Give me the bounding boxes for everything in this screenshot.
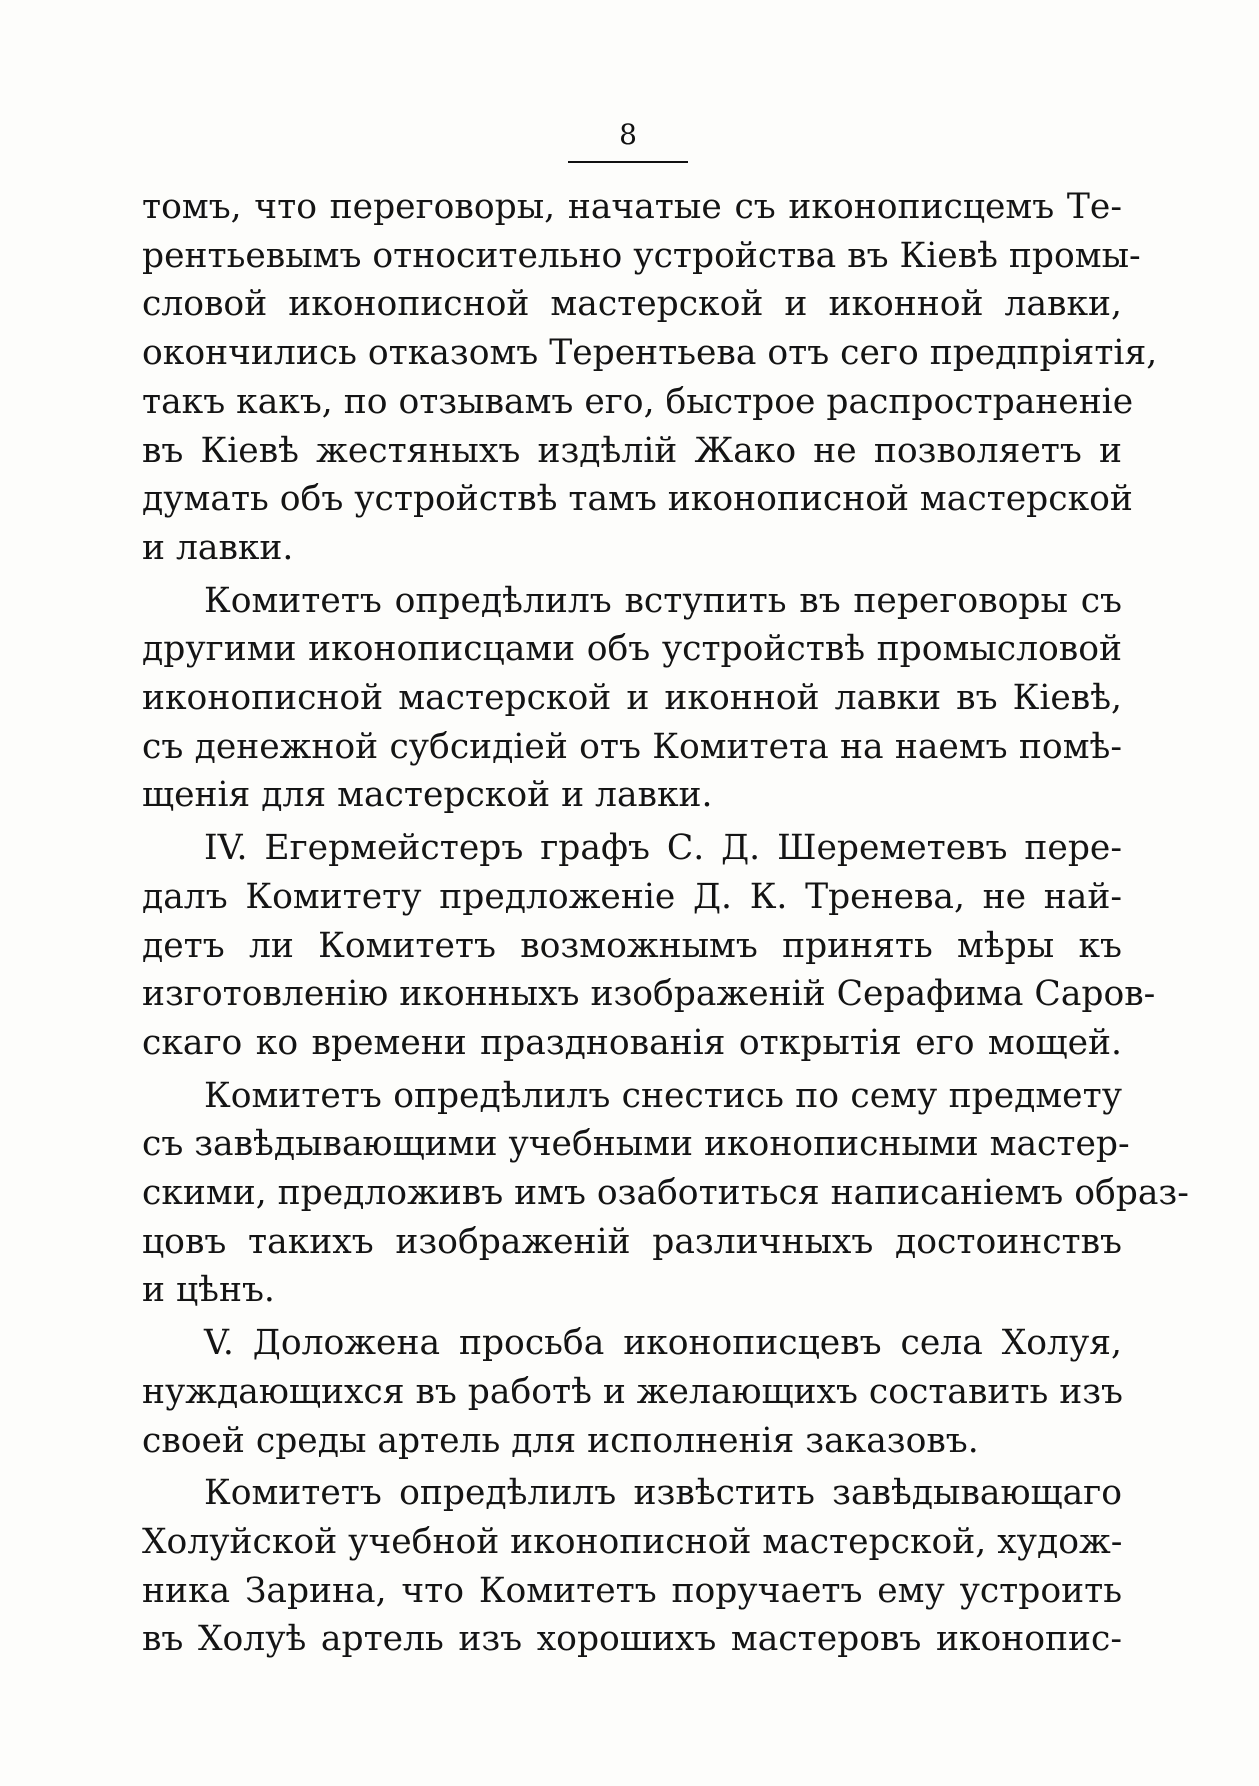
text-line: окончились отказомъ Терентьева отъ сего предпріятія,: [142, 333, 1158, 374]
text-line: цовъ такихъ изображеній различныхъ достоинствъ: [142, 1221, 1122, 1262]
text-line: скаго ко времени празднованія открытія его мощей.: [142, 1022, 1122, 1063]
text-line: думать объ устройствѣ тамъ иконописной мастерской: [142, 479, 1133, 520]
text-line: ника Зарина, что Комитетъ поручаетъ ему устроить: [142, 1570, 1122, 1611]
paragraph-5: [142, 1319, 1122, 1465]
text-line: иконописной мастерской и иконной лавки въ Кіевѣ,: [142, 678, 1122, 719]
text-line: своей среды артель для исполненія заказовъ.: [142, 1420, 979, 1461]
text-line: щенія для мастерской и лавки.: [142, 775, 713, 816]
text-line: съ денежной субсидіей отъ Комитета на наемъ помѣ-: [142, 726, 1122, 767]
text-line: въ Холуѣ артель изъ хорошихъ мастеровъ иконопис-: [142, 1619, 1122, 1660]
body-text: [142, 183, 1189, 1668]
text-line: Комитетъ опредѣлилъ извѣстить завѣдывающаго: [204, 1473, 1122, 1514]
text-line: Комитетъ опредѣлилъ вступить въ переговоры съ: [204, 580, 1122, 621]
text-line: IV. Егермейстеръ графъ С. Д. Шереметевъ пере-: [204, 828, 1122, 869]
text-line: въ Кіевѣ жестяныхъ издѣлій Жако не позволяетъ и: [142, 430, 1122, 471]
text-line: Холуйской учебной иконописной мастерской, худож-: [142, 1521, 1123, 1562]
text-line: скими, предложивъ имъ озаботиться написаніемъ образ-: [142, 1173, 1189, 1214]
text-line: нуждающихся въ работѣ и желающихъ составить изъ: [142, 1371, 1124, 1412]
text-line: Комитетъ опредѣлилъ снестись по сему предмету: [204, 1075, 1122, 1116]
text-line: изготовленію иконныхъ изображеній Серафима Саров-: [142, 974, 1156, 1015]
text-line: далъ Комитету предложеніе Д. К. Тренева, не най-: [142, 876, 1122, 917]
page-number: 8: [568, 118, 688, 163]
paragraph-4: [142, 1072, 1189, 1316]
text-line: и лавки.: [142, 527, 294, 568]
paragraph-2: [142, 577, 1122, 821]
text-line: съ завѣдывающими учебными иконописными мастер-: [142, 1124, 1130, 1165]
text-line: томъ, что переговоры, начатые съ иконописцемъ Те-: [142, 187, 1122, 227]
text-line: рентьевымъ относительно устройства въ Кіевѣ промы-: [142, 235, 1141, 276]
paragraph-6: [142, 1469, 1122, 1664]
text-line: словой иконописной мастерской и иконной лавки,: [142, 284, 1122, 325]
paragraph-3: [142, 824, 1156, 1068]
text-line: другими иконописцами объ устройствѣ промысловой: [142, 629, 1122, 670]
text-line: детъ ли Комитетъ возможнымъ принять мѣры къ: [142, 925, 1122, 966]
text-line: V. Доложена просьба иконописцевъ села Холуя,: [204, 1323, 1122, 1364]
paragraph-1: [142, 183, 1158, 573]
text-line: такъ какъ, по отзывамъ его, быстрое распространеніе: [142, 381, 1134, 422]
text-line: и цѣнъ.: [142, 1270, 275, 1311]
